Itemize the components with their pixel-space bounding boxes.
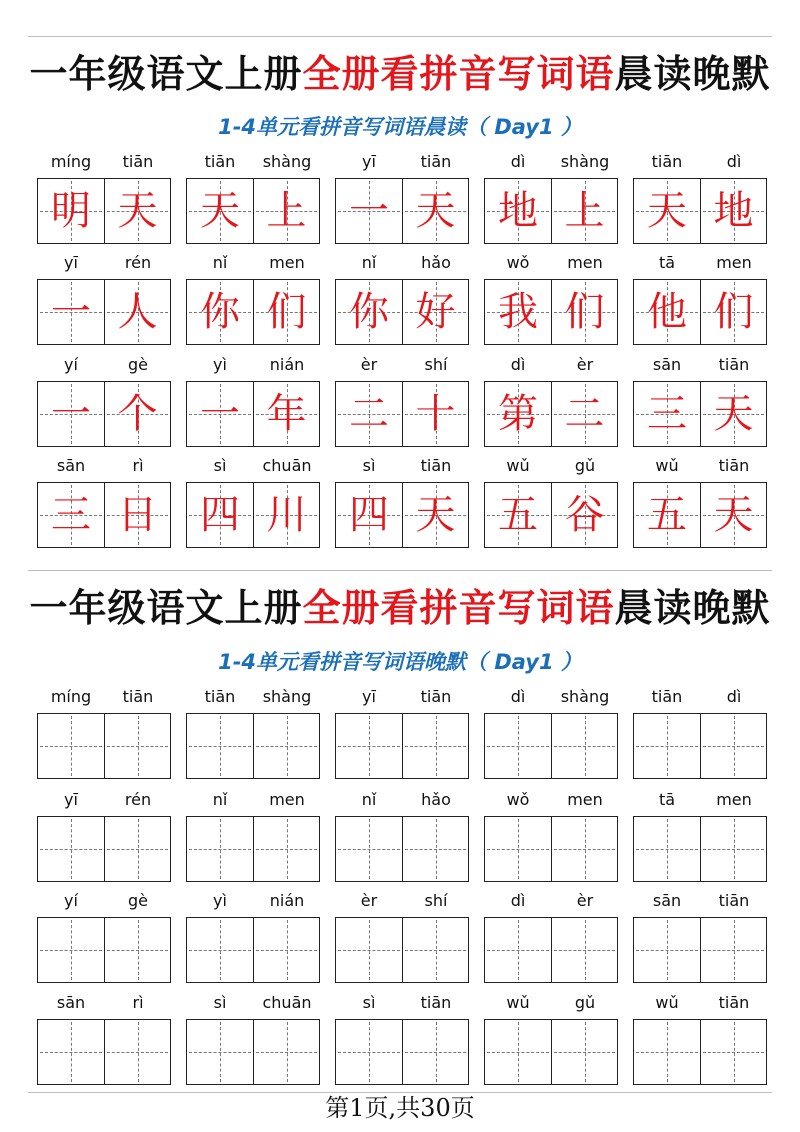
morning-tianzige-cell [485,280,551,344]
hanzi-char: 们 [564,289,605,335]
evening-tianzige-cell[interactable] [336,817,402,881]
morning-word-box [37,482,171,548]
morning-tianzige-cell [700,179,766,243]
morning-tianzige-cell [551,280,617,344]
morning-tianzige-cell [38,280,104,344]
evening-pinyin: míng [50,687,92,706]
evening-tianzige-cell[interactable] [551,714,617,778]
morning-pinyin: tiān [420,152,452,171]
morning-tianzige-cell [187,483,253,547]
evening-word-box[interactable] [186,1019,320,1085]
morning-title-red: 全册看拼音写词语 [302,51,615,96]
hanzi-char: 第 [498,391,538,437]
evening-tianzige-cell[interactable] [700,714,766,778]
evening-tianzige-cell[interactable] [336,714,402,778]
morning-tianzige-cell [336,280,402,344]
top-divider [28,36,772,37]
evening-word-box[interactable] [484,917,618,983]
hanzi-char: 年 [266,391,307,437]
morning-tianzige-cell [104,382,170,446]
hanzi-char: 天 [117,188,158,234]
evening-pinyin: shàng [560,687,610,706]
evening-pinyin: hǎo [421,790,451,809]
morning-tianzige-cell [38,483,104,547]
evening-pinyin: tiān [420,993,452,1012]
morning-pinyin: míng [50,152,92,171]
morning-word-box [335,482,469,548]
evening-word-box[interactable] [633,816,767,882]
morning-tianzige-cell [551,179,617,243]
evening-tianzige-cell[interactable] [187,918,253,982]
evening-pinyin: wǒ [506,790,530,809]
evening-pinyin: shàng [262,687,312,706]
hanzi-char: 一 [51,391,91,437]
hanzi-char: 二 [349,391,389,437]
evening-pinyin: men [716,790,752,809]
morning-word-box [633,178,767,244]
morning-word-box [484,178,618,244]
morning-tianzige-cell [187,179,253,243]
morning-pinyin: gè [128,355,148,374]
morning-pinyin: nǐ [212,253,228,272]
morning-tianzige-cell [700,280,766,344]
morning-tianzige-cell [402,280,468,344]
evening-tianzige-cell[interactable] [485,1020,551,1084]
evening-pinyin: gè [128,891,148,910]
hanzi-char: 上 [564,188,605,234]
evening-tianzige-cell[interactable] [402,1020,468,1084]
evening-word-box[interactable] [335,1019,469,1085]
morning-title-part1: 一年级语文上册 [29,51,303,96]
evening-tianzige-cell[interactable] [187,714,253,778]
evening-pinyin: wǔ [506,993,530,1012]
hanzi-char: 个 [117,391,158,437]
morning-pinyin: èr [360,355,378,374]
evening-subtitle: 1-4单元看拼音写词语晚默（ Day1 ） [218,650,582,674]
hanzi-char: 明 [51,188,91,234]
morning-tianzige-cell [485,483,551,547]
evening-pinyin: tiān [122,687,154,706]
morning-tianzige-cell [104,483,170,547]
morning-pinyin: yī [362,152,376,171]
hanzi-char: 人 [117,289,158,335]
morning-pinyin: rì [132,456,144,475]
morning-pinyin: yī [64,253,78,272]
evening-tianzige-cell[interactable] [634,1020,700,1084]
evening-tianzige-cell[interactable] [634,714,700,778]
morning-word-box [335,178,469,244]
morning-tianzige-cell [104,179,170,243]
evening-pinyin: men [269,790,305,809]
evening-pinyin: sān [652,891,682,910]
evening-pinyin: rén [124,790,152,809]
hanzi-char: 三 [51,492,91,538]
morning-word-box [186,178,320,244]
morning-tianzige-cell [551,382,617,446]
morning-tianzige-cell [336,483,402,547]
hanzi-char: 一 [51,289,91,335]
evening-word-box[interactable] [335,917,469,983]
morning-tianzige-cell [700,382,766,446]
morning-word-box [633,482,767,548]
evening-tianzige-cell[interactable] [38,817,104,881]
evening-tianzige-cell[interactable] [38,918,104,982]
evening-title-part1: 一年级语文上册 [29,585,303,630]
morning-tianzige-cell [485,179,551,243]
hanzi-char: 你 [200,289,240,335]
evening-pinyin: yī [362,687,376,706]
hanzi-char: 四 [200,492,240,538]
evening-title-red: 全册看拼音写词语 [302,585,615,630]
morning-pinyin: dì [510,355,526,374]
hanzi-char: 二 [564,391,605,437]
evening-word-box[interactable] [37,713,171,779]
morning-pinyin: sì [213,456,227,475]
morning-word-box [335,381,469,447]
evening-tianzige-cell[interactable] [485,817,551,881]
morning-pinyin: shí [424,355,448,374]
morning-pinyin: wǒ [506,253,530,272]
morning-pinyin: tiān [651,152,683,171]
evening-pinyin: tiān [204,687,236,706]
evening-pinyin: tiān [718,993,750,1012]
evening-word-box[interactable] [633,917,767,983]
evening-pinyin: men [567,790,603,809]
morning-pinyin: nián [269,355,305,374]
morning-pinyin: chuān [262,456,312,475]
evening-word-box[interactable] [37,816,171,882]
morning-word-box [484,279,618,345]
evening-word-box[interactable] [484,1019,618,1085]
morning-tianzige-cell [253,179,319,243]
evening-title [0,584,800,632]
morning-pinyin: gǔ [574,456,596,475]
hanzi-char: 地 [713,188,754,234]
evening-pinyin: nǐ [361,790,377,809]
evening-pinyin: sān [56,993,86,1012]
morning-pinyin: shàng [560,152,610,171]
evening-pinyin: nǐ [212,790,228,809]
page-footer: 第1页,共30页 [325,1094,475,1122]
evening-pinyin: dì [510,891,526,910]
morning-tianzige-cell [634,382,700,446]
section-divider [28,570,772,571]
hanzi-char: 天 [647,188,687,234]
morning-word-box [37,178,171,244]
hanzi-char: 我 [498,289,538,335]
evening-tianzige-cell[interactable] [634,918,700,982]
evening-pinyin: yī [64,790,78,809]
evening-word-box[interactable] [186,713,320,779]
evening-word-box[interactable] [484,713,618,779]
morning-pinyin: rén [124,253,152,272]
morning-tianzige-cell [402,179,468,243]
evening-tianzige-cell[interactable] [551,918,617,982]
morning-tianzige-cell [187,382,253,446]
hanzi-char: 日 [117,492,158,538]
evening-tianzige-cell[interactable] [38,1020,104,1084]
morning-pinyin: yì [213,355,227,374]
hanzi-char: 一 [349,188,389,234]
hanzi-char: 三 [647,391,687,437]
evening-pinyin: èr [360,891,378,910]
evening-word-box[interactable] [335,713,469,779]
evening-tianzige-cell[interactable] [253,918,319,982]
hanzi-char: 谷 [564,492,605,538]
morning-pinyin: shàng [262,152,312,171]
hanzi-char: 十 [415,391,456,437]
evening-tianzige-cell[interactable] [700,817,766,881]
morning-pinyin: sì [362,456,376,475]
evening-tianzige-cell[interactable] [634,817,700,881]
morning-word-box [37,279,171,345]
evening-tianzige-cell[interactable] [253,817,319,881]
morning-tianzige-cell [38,179,104,243]
hanzi-char: 天 [200,188,240,234]
evening-pinyin: nián [269,891,305,910]
morning-pinyin: yí [64,355,78,374]
evening-pinyin: dì [510,687,526,706]
morning-tianzige-cell [485,382,551,446]
morning-tianzige-cell [551,483,617,547]
evening-tianzige-cell[interactable] [253,1020,319,1084]
evening-pinyin: tiān [651,687,683,706]
morning-pinyin: tiān [718,456,750,475]
morning-pinyin: wǔ [506,456,530,475]
evening-tianzige-cell[interactable] [402,817,468,881]
hanzi-char: 五 [498,492,538,538]
morning-pinyin: nǐ [361,253,377,272]
morning-word-box [186,482,320,548]
morning-pinyin: tiān [718,355,750,374]
evening-pinyin: yì [213,891,227,910]
evening-tianzige-cell[interactable] [336,1020,402,1084]
morning-tianzige-cell [253,382,319,446]
evening-tianzige-cell[interactable] [402,918,468,982]
evening-word-box[interactable] [484,816,618,882]
evening-tianzige-cell[interactable] [104,918,170,982]
morning-tianzige-cell [336,382,402,446]
morning-tianzige-cell [402,483,468,547]
evening-pinyin: chuān [262,993,312,1012]
morning-subtitle: 1-4单元看拼音写词语晨读（ Day1 ） [218,115,582,139]
evening-tianzige-cell[interactable] [700,1020,766,1084]
morning-pinyin: wǔ [655,456,679,475]
hanzi-char: 上 [266,188,307,234]
morning-pinyin: hǎo [421,253,451,272]
morning-word-box [633,381,767,447]
evening-pinyin: dì [726,687,742,706]
morning-pinyin: tiān [420,456,452,475]
hanzi-char: 你 [349,289,389,335]
morning-pinyin: tiān [204,152,236,171]
hanzi-char: 天 [713,492,754,538]
morning-word-box [633,279,767,345]
evening-tianzige-cell[interactable] [187,1020,253,1084]
evening-word-box[interactable] [633,713,767,779]
hanzi-char: 天 [415,188,456,234]
morning-pinyin: tā [658,253,676,272]
morning-word-box [484,482,618,548]
hanzi-char: 们 [713,289,754,335]
evening-pinyin: wǔ [655,993,679,1012]
morning-title [0,50,800,98]
hanzi-char: 天 [415,492,456,538]
evening-word-box[interactable] [37,917,171,983]
evening-tianzige-cell[interactable] [253,714,319,778]
evening-word-box[interactable] [335,816,469,882]
hanzi-char: 地 [498,188,538,234]
evening-pinyin: rì [132,993,144,1012]
evening-pinyin: tā [658,790,676,809]
morning-word-box [186,279,320,345]
morning-tianzige-cell [253,280,319,344]
morning-tianzige-cell [402,382,468,446]
morning-tianzige-cell [187,280,253,344]
evening-tianzige-cell[interactable] [104,714,170,778]
morning-tianzige-cell [634,179,700,243]
morning-tianzige-cell [634,483,700,547]
hanzi-char: 天 [713,391,754,437]
evening-title-part2: 晨读晚默 [614,585,771,630]
evening-tianzige-cell[interactable] [485,918,551,982]
evening-tianzige-cell[interactable] [402,714,468,778]
morning-tianzige-cell [336,179,402,243]
morning-pinyin: sān [652,355,682,374]
morning-pinyin: men [269,253,305,272]
evening-word-box[interactable] [186,816,320,882]
morning-tianzige-cell [38,382,104,446]
morning-pinyin: dì [726,152,742,171]
evening-tianzige-cell[interactable] [551,1020,617,1084]
hanzi-char: 们 [266,289,307,335]
evening-pinyin: tiān [718,891,750,910]
evening-pinyin: èr [576,891,594,910]
hanzi-char: 五 [647,492,687,538]
morning-word-box [37,381,171,447]
morning-pinyin: sān [56,456,86,475]
morning-pinyin: men [567,253,603,272]
evening-tianzige-cell[interactable] [485,714,551,778]
hanzi-char: 川 [266,492,307,538]
morning-pinyin: dì [510,152,526,171]
morning-word-box [186,381,320,447]
evening-word-box[interactable] [37,1019,171,1085]
evening-word-box[interactable] [633,1019,767,1085]
evening-tianzige-cell[interactable] [104,817,170,881]
evening-pinyin: tiān [420,687,452,706]
evening-pinyin: sì [362,993,376,1012]
evening-tianzige-cell[interactable] [336,918,402,982]
morning-pinyin: men [716,253,752,272]
morning-pinyin: tiān [122,152,154,171]
evening-pinyin: gǔ [574,993,596,1012]
evening-tianzige-cell[interactable] [38,714,104,778]
morning-tianzige-cell [253,483,319,547]
evening-word-box[interactable] [186,917,320,983]
evening-pinyin: yí [64,891,78,910]
morning-word-box [484,381,618,447]
hanzi-char: 一 [200,391,240,437]
morning-title-part2: 晨读晚默 [614,51,771,96]
morning-tianzige-cell [634,280,700,344]
hanzi-char: 好 [415,289,456,335]
hanzi-char: 他 [647,289,687,335]
evening-tianzige-cell[interactable] [551,817,617,881]
morning-tianzige-cell [700,483,766,547]
morning-tianzige-cell [104,280,170,344]
evening-tianzige-cell[interactable] [104,1020,170,1084]
evening-tianzige-cell[interactable] [187,817,253,881]
evening-pinyin: shí [424,891,448,910]
morning-pinyin: èr [576,355,594,374]
evening-pinyin: sì [213,993,227,1012]
hanzi-char: 四 [349,492,389,538]
evening-tianzige-cell[interactable] [700,918,766,982]
morning-word-box [335,279,469,345]
